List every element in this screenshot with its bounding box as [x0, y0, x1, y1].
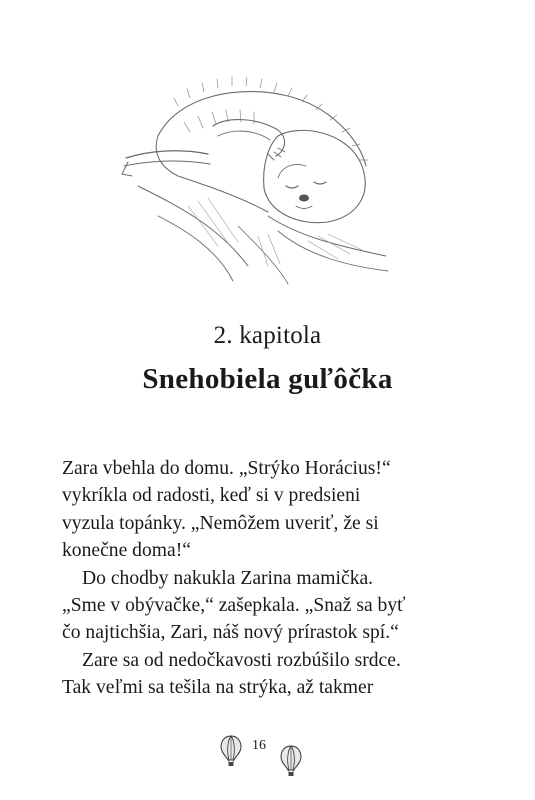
text-line: Do chodby nakukla Zarina mamička. [82, 567, 374, 589]
text-line: vykríkla od radosti, keď si v predsieni [62, 485, 361, 507]
hot-air-balloon-icon [280, 745, 302, 777]
chapter-title: Snehobiela guľôčka [142, 363, 393, 395]
text-line: „Sme v obývačke,“ zašepkala. „Snaž sa byť [62, 595, 406, 617]
text-line: čo najtichšia, Zari, náš nový prírastok spí.“ [62, 622, 399, 644]
body-text [62, 455, 482, 702]
page-number: 16 [252, 738, 266, 753]
text-line: konečne doma!“ [62, 540, 191, 562]
hot-air-balloon-icon [220, 735, 242, 767]
chapter-number: 2. kapitola [213, 322, 322, 349]
page-footer [220, 735, 310, 775]
sleeping-sloth-sketch-icon [118, 66, 396, 288]
text-line: Zara vbehla do domu. „Strýko Horácius!“ [62, 458, 391, 479]
text-line: vyzula topánky. „Nemôžem uveriť, že si [62, 512, 379, 534]
text-line: Zare sa od nedočkavosti rozbúšilo srdce. [82, 649, 401, 671]
text-line: Tak veľmi sa tešila na strýka, až takmer [62, 677, 374, 699]
